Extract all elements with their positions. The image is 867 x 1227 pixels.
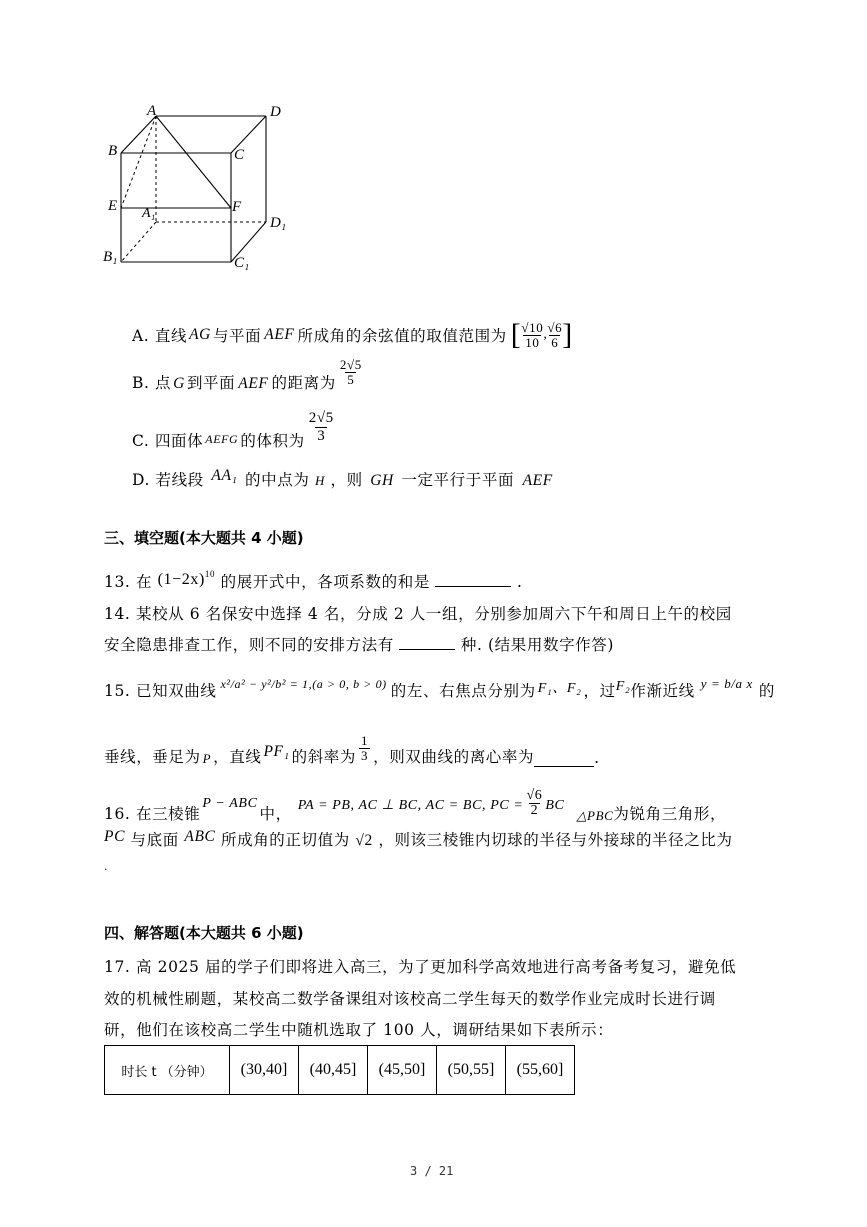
question-16-line3: . [104,860,109,873]
option-b-math-aef: AEF [238,375,269,392]
option-a-left-den: 10 [525,334,540,350]
q15-mid2: ，过 [583,682,616,700]
figure-label-d: D [270,104,281,120]
option-d-math-h: H [314,473,325,488]
option-c [132,410,334,451]
q16-l2-c: ，则该三棱锥内切球的半径与外接球的半径之比为 [378,831,733,849]
option-a-suffix: 所成角的余弦值的取值范围为 [297,327,507,345]
option-b [132,358,362,393]
q15-f2: F₂ [615,679,631,694]
q15-l2-a: 垂线，垂足为 [104,748,201,766]
q15-answer-blank[interactable] [534,752,594,767]
q16-abc: ABC [184,828,216,845]
q14-answer-blank[interactable] [399,635,455,650]
option-d-mid2: ，则 [330,471,363,489]
option-b-suffix: 的距离为 [271,374,336,392]
option-d-math-aef: AEF [522,472,553,489]
option-b-den: 5 [347,372,355,387]
option-b-num: 2√5 [339,357,362,372]
figure-label-f: F [232,199,242,215]
option-d [132,468,553,490]
question-16-line1 [104,780,726,824]
q15-slope-fraction [359,734,370,763]
option-d-math-aa1: AA₁ [211,467,238,484]
duration-table [104,1045,575,1095]
q13-prefix: 13. 在 [104,573,153,591]
table-cell: (45,50] [368,1046,437,1095]
figure-label-c1: C₁ [234,255,250,271]
q16-ratio-fraction [526,789,542,818]
question-17-line2: 效的机械性刷题，某校高二数学备课组对该校高二学生每天的数学作业完成时长进行调 [104,990,716,1008]
q16-l2-b: 所成角的正切值为 [221,831,350,849]
q16-pyramid: P − ABC [202,796,258,811]
option-c-prefix: C. 四面体 [132,432,204,450]
option-b-fraction [340,358,362,387]
option-a [132,320,573,350]
question-17-line3: 研，他们在该校高二学生中随机选取了 100 人，调研结果如下表所示： [104,1021,614,1039]
q16-pc: PC [104,828,126,845]
option-b-prefix: B. 点 [132,374,172,392]
figure-label-e: E [108,198,118,214]
option-b-mid: 到平面 [186,374,236,392]
q16-mid: 中， [259,805,292,823]
q13-exponent: 10 [204,568,216,579]
q16-bc: BC [545,798,565,813]
figure-label-c: C [234,147,245,163]
q13-expression: (1−2x) [157,571,205,588]
q16-prefix: 16. 在三棱锥 [104,805,201,823]
q15-hyperbola-equation: x²/a² − y²/b² = 1,(a > 0, b > 0) [220,676,387,691]
q13-end: . [517,573,523,591]
q15-slope-num: 1 [361,733,369,748]
q15-end1: 的 [758,682,775,700]
option-d-mid1: 的中点为 [245,471,310,489]
question-17-line1: 17. 高 2025 届的学子们即将进入高三，为了更加科学高效地进行高考备考复习，避免低 [104,958,737,976]
option-a-math-ag: AG [189,326,211,343]
q15-asymptote: y = b/a x [700,676,753,691]
q13-answer-blank[interactable] [435,572,511,587]
q15-line-pf1: PF₁ [263,743,290,760]
q15-foci: F₁、F₂ [537,681,582,696]
q15-l2-c: 的斜率为 [291,748,356,766]
option-a-right-den: 6 [551,334,559,350]
option-a-math-aef: AEF [264,326,295,343]
page-number: 3 / 21 [410,1164,454,1178]
q16-conditions: PA = PB, AC ⊥ BC, AC = BC, PC = [297,798,524,813]
q15-mid1: 的左、右焦点分别为 [390,682,536,700]
question-14-line2 [104,633,614,655]
table-row [105,1046,575,1095]
q16-l2-a: 与底面 [130,831,179,849]
q16-triangle-pbc: △PBC [576,808,614,823]
question-15-line2 [104,723,600,767]
q15-l2-b: ，直线 [213,748,262,766]
table-cell: (30,40] [230,1046,299,1095]
question-16-line2 [104,828,733,850]
table-header-cell: 时长 t （分钟） [105,1046,230,1095]
figure-label-a: A [147,103,157,119]
q13-suffix: 的展开式中，各项系数的和是 [220,573,430,591]
figure-label-b1: B₁ [103,249,118,265]
question-14-line1: 14. 某校从 6 名保安中选择 4 名，分成 2 人一组，分别参加周六下午和周日上午的校园 [104,605,732,623]
question-13 [104,570,523,592]
option-d-prefix: D. 若线段 [132,471,204,489]
figure-label-a1: A₁ [142,206,156,221]
option-a-left-num: √10 [521,319,544,335]
q16-frac-num: √6 [526,788,543,803]
option-a-range: [ $\frac{√10}{10}$ , $\frac{√6}{6}$ ] [510,318,573,351]
q14-line2-a: 安全隐患排查工作，则不同的安排方法有 [104,636,394,654]
option-c-fraction [309,410,334,445]
q16-sqrt2: √2 [355,832,373,849]
q15-mid3: 作渐近线 [630,682,695,700]
q16-end1: 为锐角三角形， [613,805,727,823]
q16-frac-den: 2 [530,803,539,818]
option-c-den: 3 [317,428,326,444]
table-cell: (55,60] [506,1046,575,1095]
section3-heading: 三、填空题(本大题共 4 小题) [104,529,304,547]
q15-point-p: P [202,751,212,766]
q15-l2-e: . [594,749,600,767]
option-c-suffix: 的体积为 [240,432,305,450]
q15-prefix: 15. 已知双曲线 [104,682,217,700]
option-a-right-num: √6 [547,319,563,335]
option-c-math-aefg: AEFG [205,432,239,446]
option-d-mid3: 一定平行于平面 [401,471,515,489]
q15-l2-d: ，则双曲线的离心率为 [373,748,535,766]
cube-figure [100,102,300,282]
figure-label-d1: D₁ [270,215,287,231]
option-c-num: 2√5 [308,410,334,426]
figure-label-b: B [108,143,118,159]
table-cell: (40,45] [299,1046,368,1095]
option-d-math-gh: GH [370,472,394,489]
section4-heading: 四、解答题(本大题共 6 小题) [104,924,304,942]
question-15-line1 [104,668,775,712]
option-a-mid: 与平面 [212,327,262,345]
q15-slope-den: 3 [361,748,369,763]
q14-line2-b: 种. (结果用数字作答) [460,636,615,654]
table-cell: (50,55] [437,1046,506,1095]
option-a-prefix: A. 直线 [132,327,188,345]
option-b-math-g: G [173,375,185,392]
